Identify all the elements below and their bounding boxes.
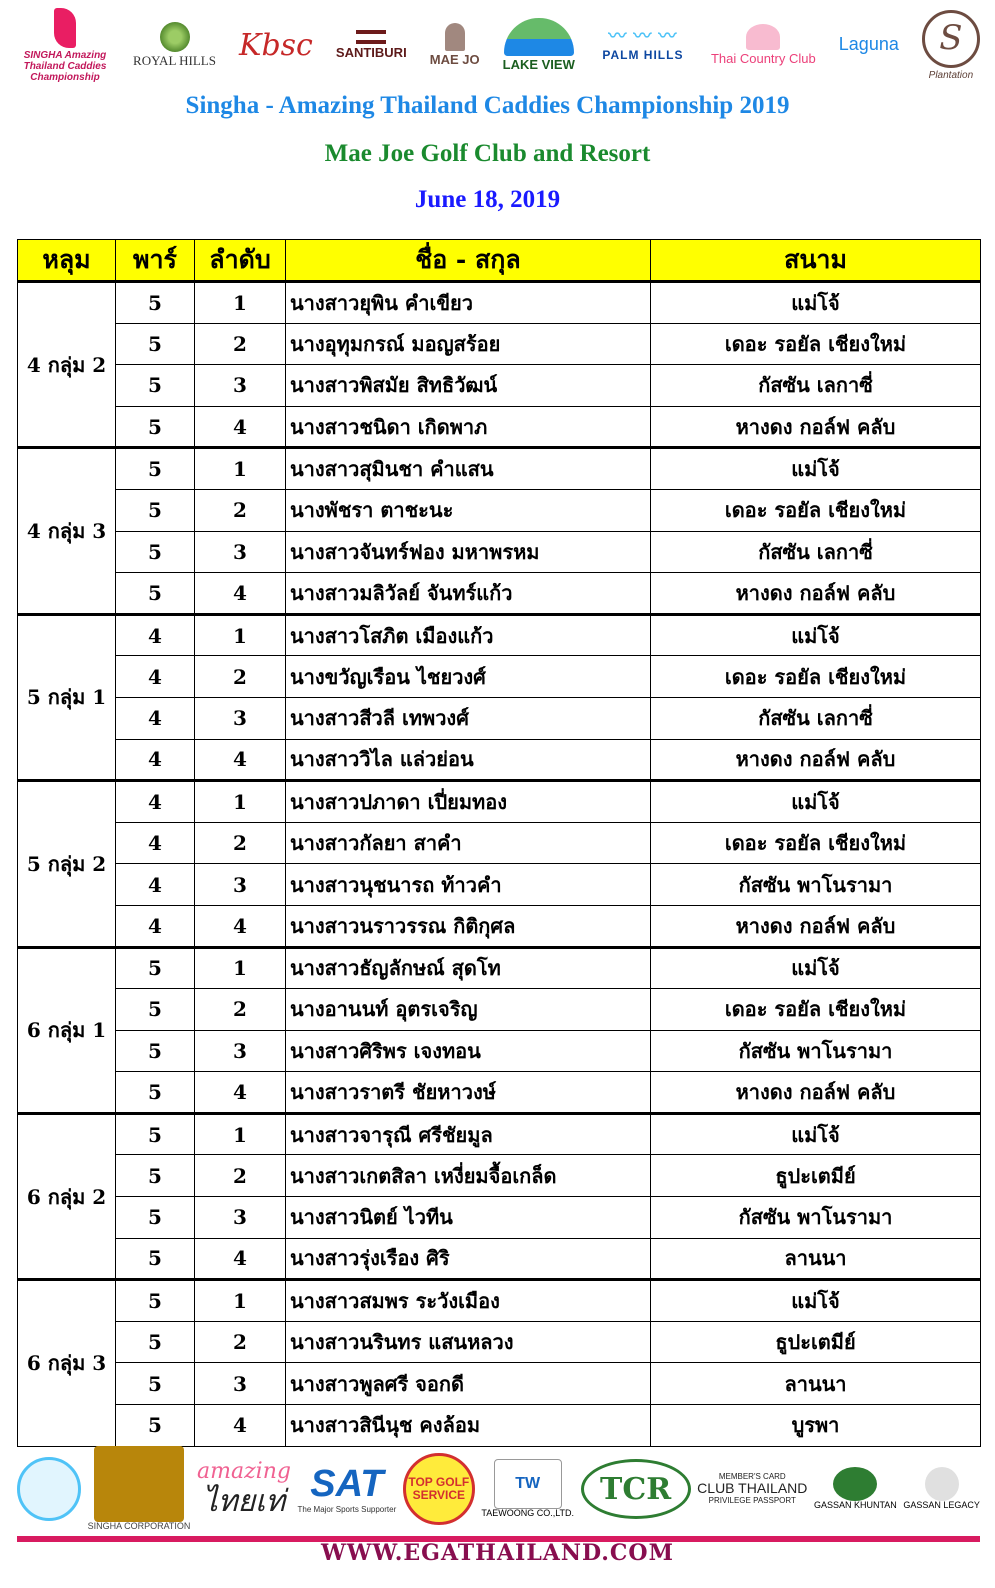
order-cell: 4 (195, 905, 286, 947)
name-cell: นางสาวสีวลี เทพวงศ์ (286, 697, 651, 739)
amazing-thailand-logo (197, 1460, 291, 1517)
order-cell: 1 (195, 282, 286, 324)
order-cell: 4 (195, 406, 286, 448)
name-cell: นางสาวพูลศรี จอกดี (286, 1363, 651, 1405)
name-cell: นางสาววิไล แล่วย่อน (286, 739, 651, 781)
royal-hills-logo (133, 22, 216, 68)
plantation-text: Plantation (928, 69, 974, 81)
par-cell: 5 (116, 1280, 195, 1322)
course-cell: กัสซัน เลกาซี่ (651, 531, 981, 573)
par-cell: 4 (116, 864, 195, 906)
taewoong-emblem-icon (494, 1459, 562, 1509)
page-title: Singha - Amazing Thailand Caddies Championship 2019 (185, 92, 790, 119)
event-date: June 18, 2019 (414, 186, 561, 213)
singha-corporation-logo (88, 1446, 191, 1532)
name-cell: นางสาวสินีนุช คงล้อม (286, 1405, 651, 1447)
taewoong-text: TAEWOONG CO.,LTD. (481, 1508, 575, 1519)
gassan-khuntan-emblem-icon (833, 1467, 877, 1501)
santiburi-logo (336, 30, 407, 60)
singha-corporation-text: SINGHA CORPORATION (87, 1521, 191, 1532)
par-cell: 4 (116, 739, 195, 781)
course-cell: หางดง กอล์ฟ คลับ (651, 905, 981, 947)
plantation-seal-icon: S (922, 10, 980, 68)
course-cell: หางดง กอล์ฟ คลับ (651, 1072, 981, 1114)
order-cell: 4 (195, 573, 286, 615)
tcr-oval-icon (581, 1459, 691, 1519)
singha-lion-icon (94, 1446, 184, 1522)
order-cell: 1 (195, 947, 286, 989)
order-cell: 1 (195, 1113, 286, 1155)
par-cell: 5 (116, 1238, 195, 1280)
header-name: ชื่อ - สกุล (286, 240, 651, 282)
order-cell: 3 (195, 1030, 286, 1072)
par-cell: 4 (116, 697, 195, 739)
name-cell: นางสาวชนิดา เกิดพาภ (286, 406, 651, 448)
name-cell: นางสาวศิริพร เจงทอน (286, 1030, 651, 1072)
course-cell: แม่โจ้ (651, 781, 981, 823)
course-cell: หางดง กอล์ฟ คลับ (651, 739, 981, 781)
table-header-row (18, 240, 981, 282)
table-row (18, 864, 981, 906)
tcr-text: TCR (600, 1471, 672, 1507)
table-row (18, 282, 981, 324)
name-cell: นางสาวจารุณี ศรีชัยมูล (286, 1113, 651, 1155)
name-cell: นางสาวนิตย์ ไวทีน (286, 1197, 651, 1239)
name-cell: นางสาวราตรี ชัยหาวงษ์ (286, 1072, 651, 1114)
order-cell: 2 (195, 822, 286, 864)
singha-logo-text: SINGHA Amazing Thailand Caddies Championship (23, 49, 107, 83)
name-cell: นางสาวสุมินชา คำแสน (286, 448, 651, 490)
name-cell: นางสาวสมพร ระวังเมือง (286, 1280, 651, 1322)
table-row (18, 573, 981, 615)
par-cell: 5 (116, 947, 195, 989)
order-cell: 3 (195, 1197, 286, 1239)
sat-tagline: The Major Sports Supporter (297, 1504, 397, 1514)
course-cell: หางดง กอล์ฟ คลับ (651, 573, 981, 615)
hole-group-cell: 6 กลุ่ม 1 (18, 947, 116, 1113)
golf-ball-icon (925, 1467, 959, 1501)
order-cell: 3 (195, 365, 286, 407)
sat-logo (298, 1464, 397, 1515)
gassan-khuntan-logo (814, 1467, 897, 1511)
par-cell: 5 (116, 989, 195, 1031)
par-cell: 5 (116, 406, 195, 448)
order-cell: 3 (195, 1363, 286, 1405)
thai-country-club-logo (711, 24, 816, 66)
plantation-logo (922, 10, 980, 81)
course-cell: บูรพา (651, 1405, 981, 1447)
amazing-thai-text: ไทยเท่ (202, 1483, 286, 1519)
par-cell: 5 (116, 531, 195, 573)
table-body (18, 282, 981, 1447)
gassan-legacy-logo (903, 1467, 980, 1511)
table-row (18, 1363, 981, 1405)
santiburi-emblem-icon (356, 30, 386, 44)
name-cell: นางสาวนุชนารถ ท้าวคำ (286, 864, 651, 906)
order-cell: 4 (195, 1072, 286, 1114)
table-row (18, 1280, 981, 1322)
name-cell: นางขวัญเรือน ไชยวงศ์ (286, 656, 651, 698)
par-cell: 5 (116, 1321, 195, 1363)
course-cell: หางดง กอล์ฟ คลับ (651, 406, 981, 448)
table-row (18, 1030, 981, 1072)
course-cell: ลานนา (651, 1238, 981, 1280)
header-course: สนาม (651, 240, 981, 282)
course-cell: ธูปะเตมีย์ (651, 1321, 981, 1363)
lotus-icon (746, 24, 780, 50)
table-row (18, 822, 981, 864)
topgolf-text: TOP GOLF SERVICE (408, 1474, 470, 1502)
palmhills-logo (598, 27, 688, 62)
table-row (18, 365, 981, 407)
course-cell: เดอะ รอยัล เชียงใหม่ (651, 323, 981, 365)
order-cell: 2 (195, 323, 286, 365)
order-cell: 2 (195, 656, 286, 698)
royal-hills-text: ROYAL HILLS (133, 52, 216, 68)
venue-title: Mae Joe Golf Club and Resort (324, 140, 651, 167)
palmhills-birds-icon: 〰 〰 〰 (608, 26, 678, 47)
par-cell: 5 (116, 489, 195, 531)
website-url: WWW.EGATHAILAND.COM (321, 1540, 674, 1566)
order-cell: 2 (195, 489, 286, 531)
name-cell: นางสาวโสภิต เมืองแก้ว (286, 614, 651, 656)
lakeview-landscape-icon (504, 18, 574, 56)
laguna-text: Laguna (838, 34, 899, 55)
name-cell: นางสาวเกตสิลา เหงี่ยมจื้อเกล็ด (286, 1155, 651, 1197)
order-cell: 2 (195, 1321, 286, 1363)
hole-group-cell: 6 กลุ่ม 2 (18, 1113, 116, 1279)
table-row (18, 614, 981, 656)
course-cell: กัสซัน พาโนรามา (651, 864, 981, 906)
santiburi-text: SANTIBURI (335, 44, 407, 60)
course-cell: เดอะ รอยัล เชียงใหม่ (651, 656, 981, 698)
course-cell: แม่โจ้ (651, 448, 981, 490)
table-row (18, 1072, 981, 1114)
table-row (18, 1321, 981, 1363)
table-row (18, 406, 981, 448)
course-cell: แม่โจ้ (651, 947, 981, 989)
club-thailand-logo (697, 1473, 807, 1506)
order-cell: 2 (195, 989, 286, 1031)
order-cell: 4 (195, 739, 286, 781)
table-row (18, 1405, 981, 1447)
course-cell: เดอะ รอยัล เชียงใหม่ (651, 822, 981, 864)
table-row (18, 489, 981, 531)
course-cell: กัสซัน พาโนรามา (651, 1030, 981, 1072)
par-cell: 5 (116, 573, 195, 615)
par-cell: 5 (116, 1072, 195, 1114)
maejo-logo (430, 23, 480, 67)
maejo-golfer-icon (445, 23, 465, 51)
par-cell: 4 (116, 781, 195, 823)
header-par: พาร์ (116, 240, 195, 282)
course-cell: กัสซัน เลกาซี่ (651, 697, 981, 739)
singha-figure-icon (54, 8, 76, 48)
gassan-legacy-text: GASSAN LEGACY (903, 1500, 980, 1511)
order-cell: 4 (195, 1238, 286, 1280)
topgolf-service-logo (403, 1453, 475, 1525)
name-cell: นางสาวพิสมัย สิทธิวัฒน์ (286, 365, 651, 407)
royal-hills-emblem-icon (160, 22, 190, 52)
name-cell: นางสาวกัลยา สาคำ (286, 822, 651, 864)
sponsor-logo-strip (20, 4, 980, 86)
order-cell: 1 (195, 614, 286, 656)
footer-sponsor-strip (17, 1444, 980, 1534)
lakeview-text: LAKE VIEW (502, 56, 575, 72)
course-cell: ธูปะเตมีย์ (651, 1155, 981, 1197)
order-cell: 2 (195, 1155, 286, 1197)
hole-group-cell: 5 กลุ่ม 2 (18, 781, 116, 947)
table-row (18, 531, 981, 573)
par-cell: 5 (116, 1197, 195, 1239)
course-cell: แม่โจ้ (651, 614, 981, 656)
name-cell: นางสาวรุ่งเรือง ศิริ (286, 1238, 651, 1280)
gassan-khuntan-text: GASSAN KHUNTAN (813, 1500, 897, 1511)
taewoong-logo (481, 1459, 574, 1519)
par-cell: 5 (116, 365, 195, 407)
table-row (18, 323, 981, 365)
singha-championship-logo (20, 8, 110, 83)
header-order: ลำดับ (195, 240, 286, 282)
table-row (18, 1155, 981, 1197)
table-row (18, 697, 981, 739)
par-cell: 5 (116, 1363, 195, 1405)
pairing-table (17, 239, 981, 1447)
order-cell: 3 (195, 531, 286, 573)
table-row (18, 1238, 981, 1280)
name-cell: นางสาวมลิวัลย์ จันทร์แก้ว (286, 573, 651, 615)
course-cell: แม่โจ้ (651, 1280, 981, 1322)
kbsc-text: Kbsc (239, 27, 313, 63)
taewoong-mark-text: TW (515, 1475, 541, 1493)
order-cell: 1 (195, 1280, 286, 1322)
table-row (18, 989, 981, 1031)
topgolf-badge-icon (403, 1453, 475, 1525)
table-row (18, 739, 981, 781)
order-cell: 4 (195, 1405, 286, 1447)
sat-text: SAT (310, 1462, 384, 1505)
thai-country-club-text: Thai Country Club (710, 50, 816, 66)
order-cell: 1 (195, 448, 286, 490)
hole-group-cell: 4 กลุ่ม 2 (18, 282, 116, 448)
club-thailand-text: CLUB THAILAND (697, 1480, 808, 1497)
header-hole: หลุม (18, 240, 116, 282)
par-cell: 4 (116, 614, 195, 656)
course-cell: เดอะ รอยัล เชียงใหม่ (651, 989, 981, 1031)
table-row (18, 947, 981, 989)
table-row (18, 781, 981, 823)
tcr-logo (581, 1459, 691, 1519)
table-row (18, 448, 981, 490)
par-cell: 5 (116, 323, 195, 365)
course-cell: ลานนา (651, 1363, 981, 1405)
par-cell: 5 (116, 1405, 195, 1447)
course-cell: แม่โจ้ (651, 282, 981, 324)
par-cell: 5 (116, 1155, 195, 1197)
club-card-text: MEMBER'S CARD (718, 1471, 786, 1481)
order-cell: 1 (195, 781, 286, 823)
kbsc-logo (239, 29, 313, 62)
name-cell: นางสาวจันทร์ฟอง มหาพรหม (286, 531, 651, 573)
table-row (18, 905, 981, 947)
par-cell: 5 (116, 1030, 195, 1072)
name-cell: นางพัชรา ตาชะนะ (286, 489, 651, 531)
laguna-logo (839, 35, 899, 55)
order-cell: 3 (195, 864, 286, 906)
name-cell: นางสาวยุพิน คำเขียว (286, 282, 651, 324)
name-cell: นางอุทุมกรณ์ มอญสร้อย (286, 323, 651, 365)
name-cell: นางอานนท์ อุตรเจริญ (286, 989, 651, 1031)
table-row (18, 1197, 981, 1239)
table-row (18, 656, 981, 698)
amazing-text: amazing (196, 1459, 291, 1485)
club-passport-text: PRIVILEGE PASSPORT (708, 1495, 796, 1505)
hole-group-cell: 4 กลุ่ม 3 (18, 448, 116, 614)
egat-golf-logo (17, 1457, 81, 1521)
par-cell: 5 (116, 282, 195, 324)
name-cell: นางสาวปภาดา เปี่ยมทอง (286, 781, 651, 823)
course-cell: เดอะ รอยัล เชียงใหม่ (651, 489, 981, 531)
course-cell: กัสซัน เลกาซี่ (651, 365, 981, 407)
maejo-text: MAE JO (429, 51, 480, 67)
palmhills-text: PALM HILLS (602, 48, 684, 63)
name-cell: นางสาวนราวรรณ กิติกุศล (286, 905, 651, 947)
par-cell: 4 (116, 656, 195, 698)
par-cell: 5 (116, 1113, 195, 1155)
course-cell: กัสซัน พาโนรามา (651, 1197, 981, 1239)
par-cell: 5 (116, 448, 195, 490)
name-cell: นางสาวธัญลักษณ์ สุดโท (286, 947, 651, 989)
egat-golf-emblem-icon (17, 1457, 81, 1521)
hole-group-cell: 6 กลุ่ม 3 (18, 1280, 116, 1446)
lakeview-logo (503, 18, 575, 72)
par-cell: 4 (116, 905, 195, 947)
order-cell: 3 (195, 697, 286, 739)
par-cell: 4 (116, 822, 195, 864)
name-cell: นางสาวนรินทร แสนหลวง (286, 1321, 651, 1363)
hole-group-cell: 5 กลุ่ม 1 (18, 614, 116, 780)
course-cell: แม่โจ้ (651, 1113, 981, 1155)
table-row (18, 1113, 981, 1155)
